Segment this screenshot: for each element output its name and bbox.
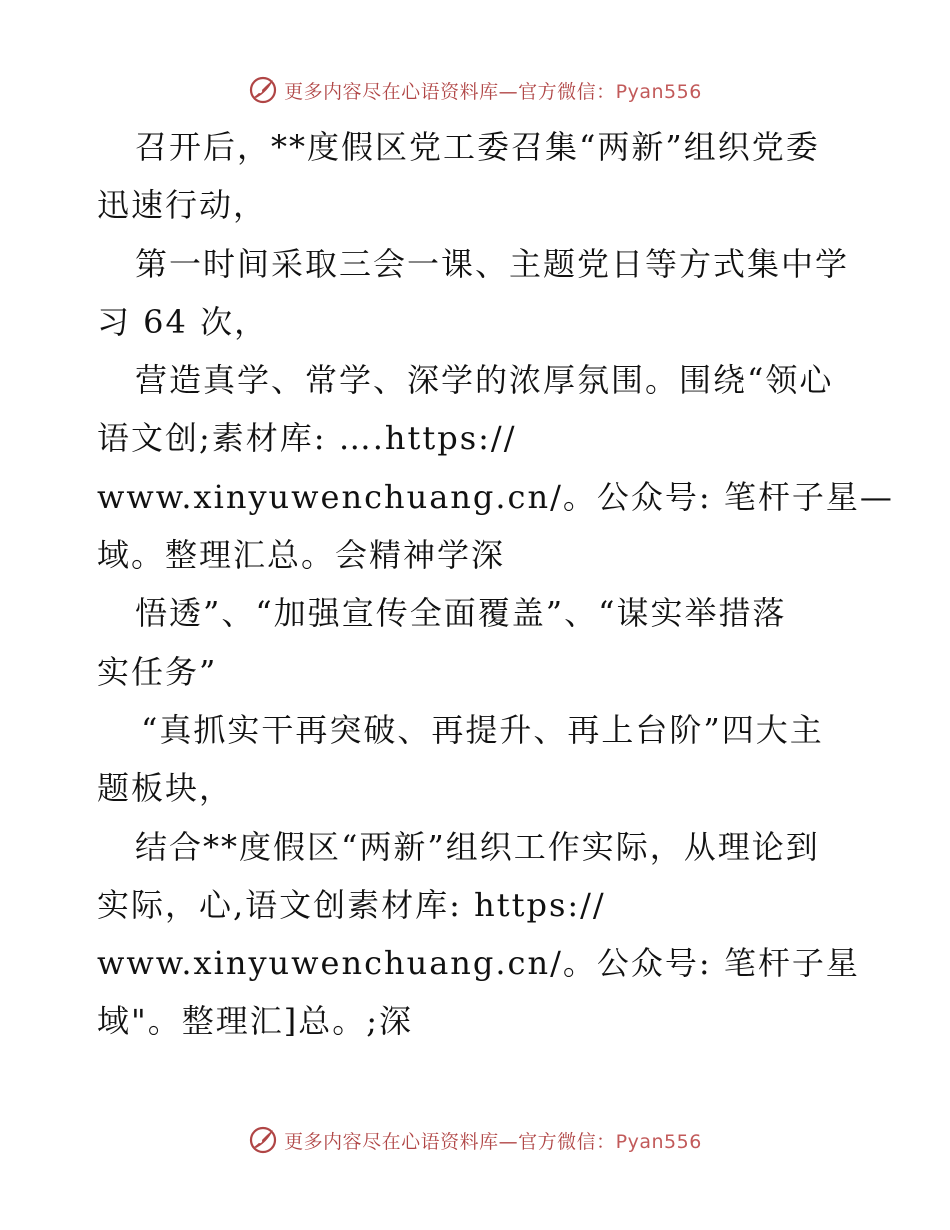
text-line: 习 64 次， — [97, 302, 269, 341]
text-line: www.xinyuwenchuang.cn/。公众号: 笔杆子星— — [97, 477, 894, 516]
text-line: 语文创;素材库: ….https:// — [97, 419, 517, 458]
header-watermark — [0, 70, 950, 110]
text-line: 召开后，**度假区党工委召集“两新”组织党委 — [135, 128, 820, 166]
quill-logo-icon — [248, 1125, 278, 1155]
text-line: www.xinyuwenchuang.cn/。公众号: 笔杆子星 — [97, 944, 860, 983]
footer-watermark — [0, 1120, 950, 1160]
text-line: 实任务” — [97, 652, 218, 691]
text-line: 域"。整理汇]总。;深 — [97, 1002, 413, 1041]
watermark-wechat-id: Pyan556 — [615, 80, 702, 103]
quill-logo-icon — [248, 75, 278, 105]
text-line: 营造真学、常学、深学的浓厚氛围。围绕“领心 — [135, 361, 834, 400]
watermark-wechat-id: Pyan556 — [615, 1130, 702, 1153]
text-line: 实际，心,语文创素材库: https:// — [97, 885, 606, 924]
watermark-label: 更多内容尽在心语资料库—官方微信： — [284, 1130, 616, 1153]
watermark-label: 更多内容尽在心语资料库—官方微信： — [284, 80, 616, 103]
text-line: 结合**度假区“两新”组织工作实际，从理论到 — [135, 827, 820, 866]
text-line: 题板块， — [97, 769, 234, 808]
text-line: “真抓实干再突破、再提升、再上台阶”四大主 — [141, 710, 824, 749]
text-line: 悟透”、“加强宣传全面覆盖”、“谋实举措落 — [135, 594, 787, 633]
text-line: 迅速行动， — [97, 186, 268, 225]
watermark-text — [284, 77, 702, 104]
document-body — [97, 118, 894, 1051]
watermark-text — [284, 1127, 702, 1154]
text-line: 第一时间采取三会一课、主题党日等方式集中学 — [135, 244, 850, 283]
text-line: 域。整理汇总。会精神学深 — [97, 536, 506, 575]
